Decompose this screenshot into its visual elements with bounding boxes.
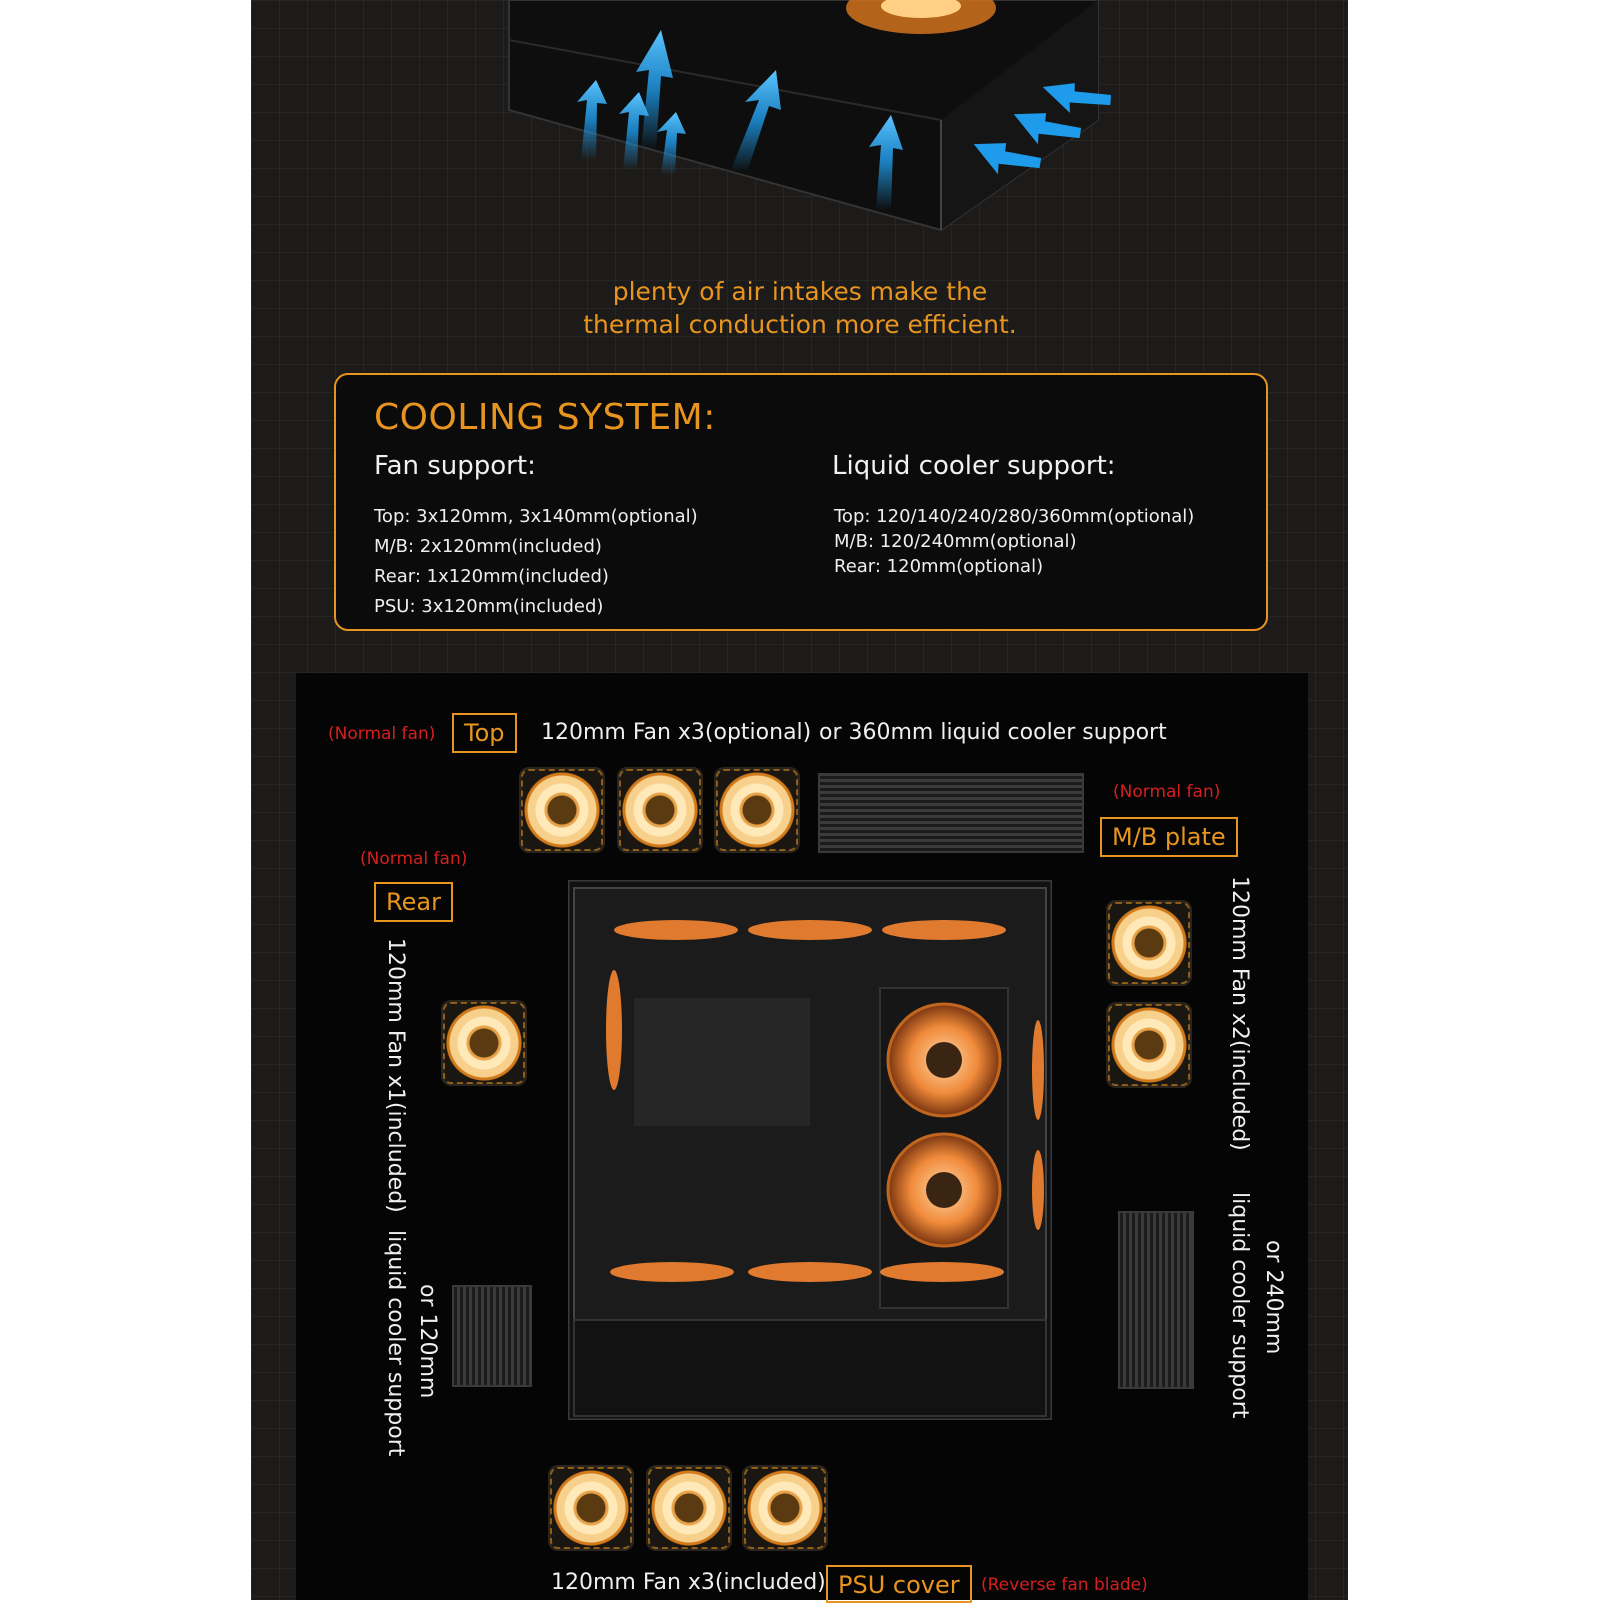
- mb-liquid-label-a: or 240mm: [1261, 1240, 1286, 1355]
- intake-caption-line2: thermal conduction more efficient.: [583, 310, 1017, 339]
- rear-liquid-label-b: liquid cooler support: [383, 1230, 408, 1457]
- psu-fan-note: (Reverse fan blade): [981, 1575, 1148, 1595]
- liquid-support-item: Top: 120/140/240/280/360mm(optional): [834, 506, 1195, 527]
- spec-title: COOLING SYSTEM:: [374, 397, 716, 438]
- mb-fans-label: 120mm Fan x2(included): [1227, 876, 1252, 1151]
- top-liquid-label: or 360mm liquid cooler support: [819, 720, 1167, 745]
- mb-plate-tag: M/B plate: [1100, 817, 1238, 857]
- top-fans-label: 120mm Fan x3(optional): [541, 720, 812, 745]
- psu-fan-2: [646, 1465, 732, 1551]
- case-airflow-illustration: [251, 0, 1348, 240]
- liquid-support-heading: Liquid cooler support:: [832, 451, 1116, 481]
- psu-cover-tag: PSU cover: [826, 1565, 972, 1603]
- top-fan-1: [519, 767, 605, 853]
- rear-radiator-120: [452, 1285, 532, 1387]
- rear-fan-1: [441, 1000, 527, 1086]
- mb-fan-1: [1106, 900, 1192, 986]
- rear-fans-label: 120mm Fan x1(included): [383, 938, 408, 1213]
- liquid-support-item: M/B: 120/240mm(optional): [834, 531, 1077, 552]
- mb-radiator-240: [1118, 1211, 1194, 1389]
- rear-fan-note: (Normal fan): [360, 849, 468, 869]
- psu-fan-3: [742, 1465, 828, 1551]
- rear-tag: Rear: [374, 882, 453, 922]
- rear-liquid-label-a: or 120mm: [415, 1284, 440, 1399]
- pc-case-illustration: [568, 880, 1052, 1420]
- cooling-spec-box: [334, 373, 1268, 631]
- psu-fans-label: 120mm Fan x3(included): [551, 1570, 826, 1595]
- mb-liquid-label-b: liquid cooler support: [1227, 1192, 1252, 1419]
- fan-support-item: Rear: 1x120mm(included): [374, 566, 609, 587]
- top-fan-note: (Normal fan): [328, 724, 436, 744]
- intake-caption-line1: plenty of air intakes make the: [612, 277, 988, 306]
- fan-support-item: Top: 3x120mm, 3x140mm(optional): [374, 506, 698, 527]
- psu-fan-1: [548, 1465, 634, 1551]
- liquid-support-item: Rear: 120mm(optional): [834, 556, 1044, 577]
- top-tag: Top: [452, 713, 517, 753]
- mb-fan-2: [1106, 1002, 1192, 1088]
- fan-support-heading: Fan support:: [374, 451, 536, 481]
- top-radiator-360: [818, 773, 1084, 853]
- mb-fan-note: (Normal fan): [1113, 782, 1221, 802]
- fan-support-item: M/B: 2x120mm(included): [374, 536, 602, 557]
- fan-support-item: PSU: 3x120mm(included): [374, 596, 604, 617]
- top-fan-3: [714, 767, 800, 853]
- top-fan-2: [617, 767, 703, 853]
